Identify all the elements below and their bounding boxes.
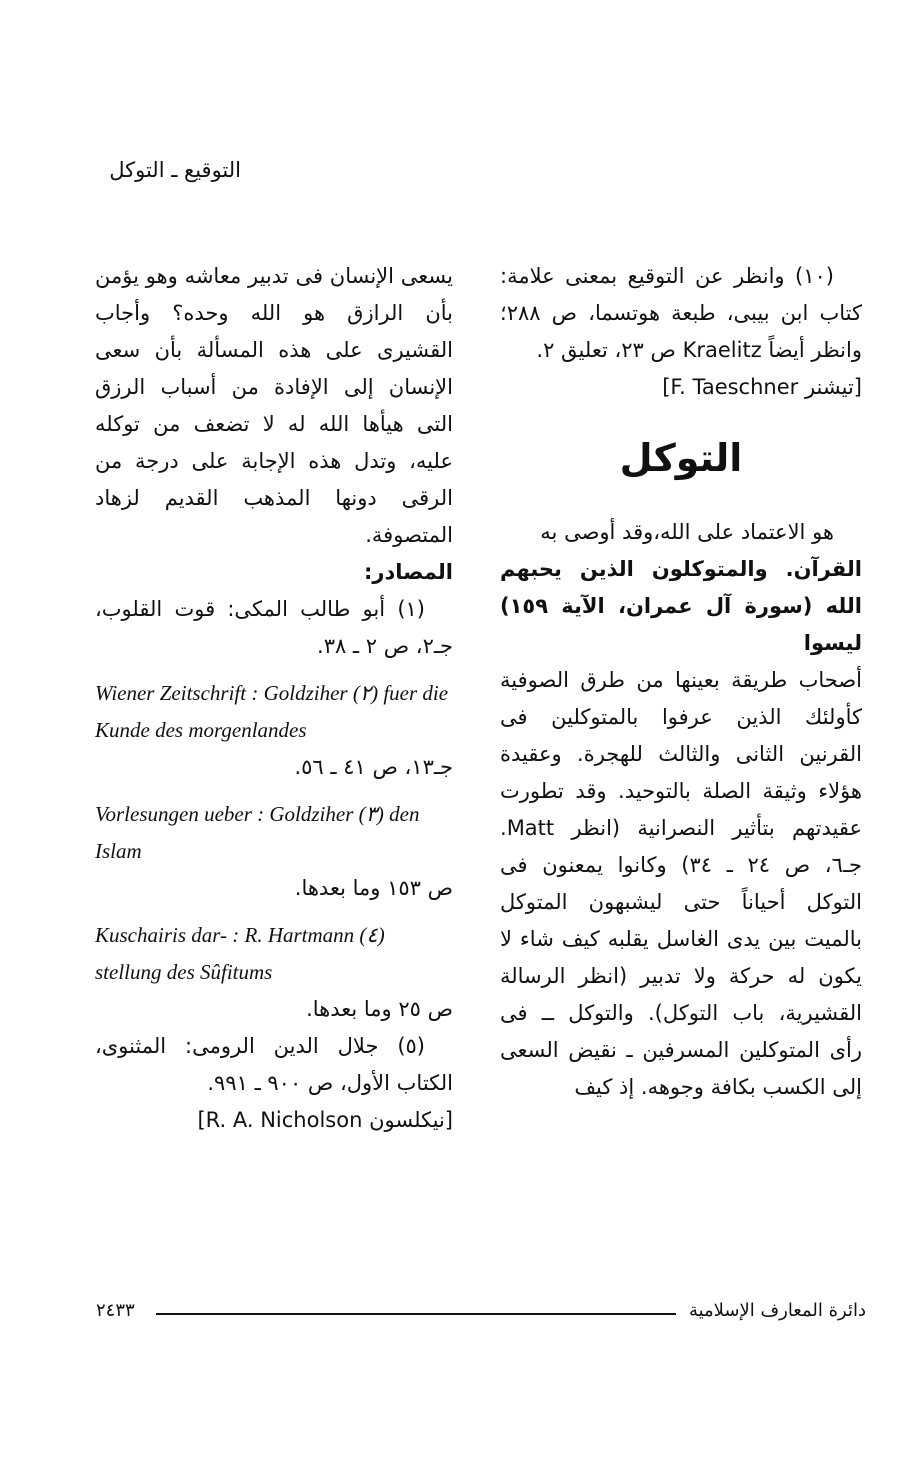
source-4-arabic: ص ٢٥ وما بعدها.: [306, 997, 453, 1021]
page-footer: [96, 1300, 866, 1330]
article-author: [نيكلسون R. A. Nicholson]: [197, 1108, 453, 1132]
source-1: (١) أبو طالب المكى: قوت القلوب، جـ٢، ص ٢ ـ ٣٨.: [95, 597, 453, 658]
source-4: [95, 917, 453, 1028]
source-2-latin: Wiener Zeitschrift : Goldziher (٢) fuer die Kunde des morgenlandes: [95, 681, 449, 742]
article-paragraph-bold: القرآن. والمتوكلون الذين يحبهم الله (سورة آل عمران، الآية ١٥٩) ليسوا: [500, 557, 862, 655]
article-paragraph-opening: هو الاعتماد على الله،وقد أوصى به: [540, 520, 834, 544]
article-paragraph-continuation: يسعى الإنسان فى تدبير معاشه وهو يؤمن بأن الرازق هو الله وحده؟ وأجاب القشيرى على هذه المسألة بأن سعى الإنسان إلى الإفادة من أسباب الرزق التى هيأها الله له لا تضعف من توكله عليه، وتدل هذه الإجابة على درجة من الرقى دونها المذهب القديم لزهاد المتصوفة.: [95, 264, 453, 547]
footer-journal-title: دائرة المعارف الإسلامية: [688, 1300, 866, 1321]
running-head: التوقيع ـ التوكل: [109, 158, 241, 182]
left-column: [95, 258, 453, 1139]
sources-heading: المصادر:: [363, 560, 453, 584]
source-2: [95, 675, 453, 786]
page-number: ٢٤٣٣: [96, 1300, 135, 1321]
source-3-latin: Vorlesungen ueber : Goldziher (٣) den Islam: [95, 802, 420, 863]
right-column: [500, 258, 862, 1106]
previous-article-author: [تيشنر F. Taeschner]: [662, 375, 862, 399]
source-3: [95, 796, 453, 907]
source-4-latin: Kuschairis dar- : R. Hartmann (٤) stellung des Sûfitums: [95, 923, 385, 984]
source-2-arabic: جـ١٣، ص ٤١ ـ ٥٦.: [294, 755, 453, 779]
article-title: التوكل: [619, 436, 743, 480]
footnote-10: (١٠) وانظر عن التوقيع بمعنى علامة: كتاب ابن بيبى، طبعة هوتسما، ص ٢٨٨؛ وانظر أيضاً Kraelitz ص ٢٣، تعليق ٢.: [500, 264, 862, 362]
source-5: (٥) جلال الدين الرومى: المثنوى، الكتاب الأول، ص ٩٠٠ ـ ٩٩١.: [95, 1034, 453, 1095]
source-3-arabic: ص ١٥٣ وما بعدها.: [294, 876, 453, 900]
article-paragraph-body: أصحاب طريقة بعينها من طرق الصوفية كأولئك الذين عرفوا بالمتوكلين فى القرنين الثانى والثالث للهجرة. وعقيدة هؤلاء وثيقة الصلة بالتوحيد. وقد تطورت عقيدتهم بتأثير النصرانية (انظر Matt. جـ٦، ص ٢٤ ـ ٣٤) وكانوا يمعنون فى التوكل أحياناً حتى ليشبهون المتوكل بالميت بين يدى الغاسل يقلبه كيف شاء لا يكون له حركة ولا تدبير (انظر الرسالة القشيرية، باب التوكل). والتوكل ــ فى رأى المتوكلين المسرفين ـ نقيض السعى إلى الكسب بكافة وجوهه. إذ كيف: [500, 668, 862, 1099]
footer-rule: [156, 1313, 676, 1315]
